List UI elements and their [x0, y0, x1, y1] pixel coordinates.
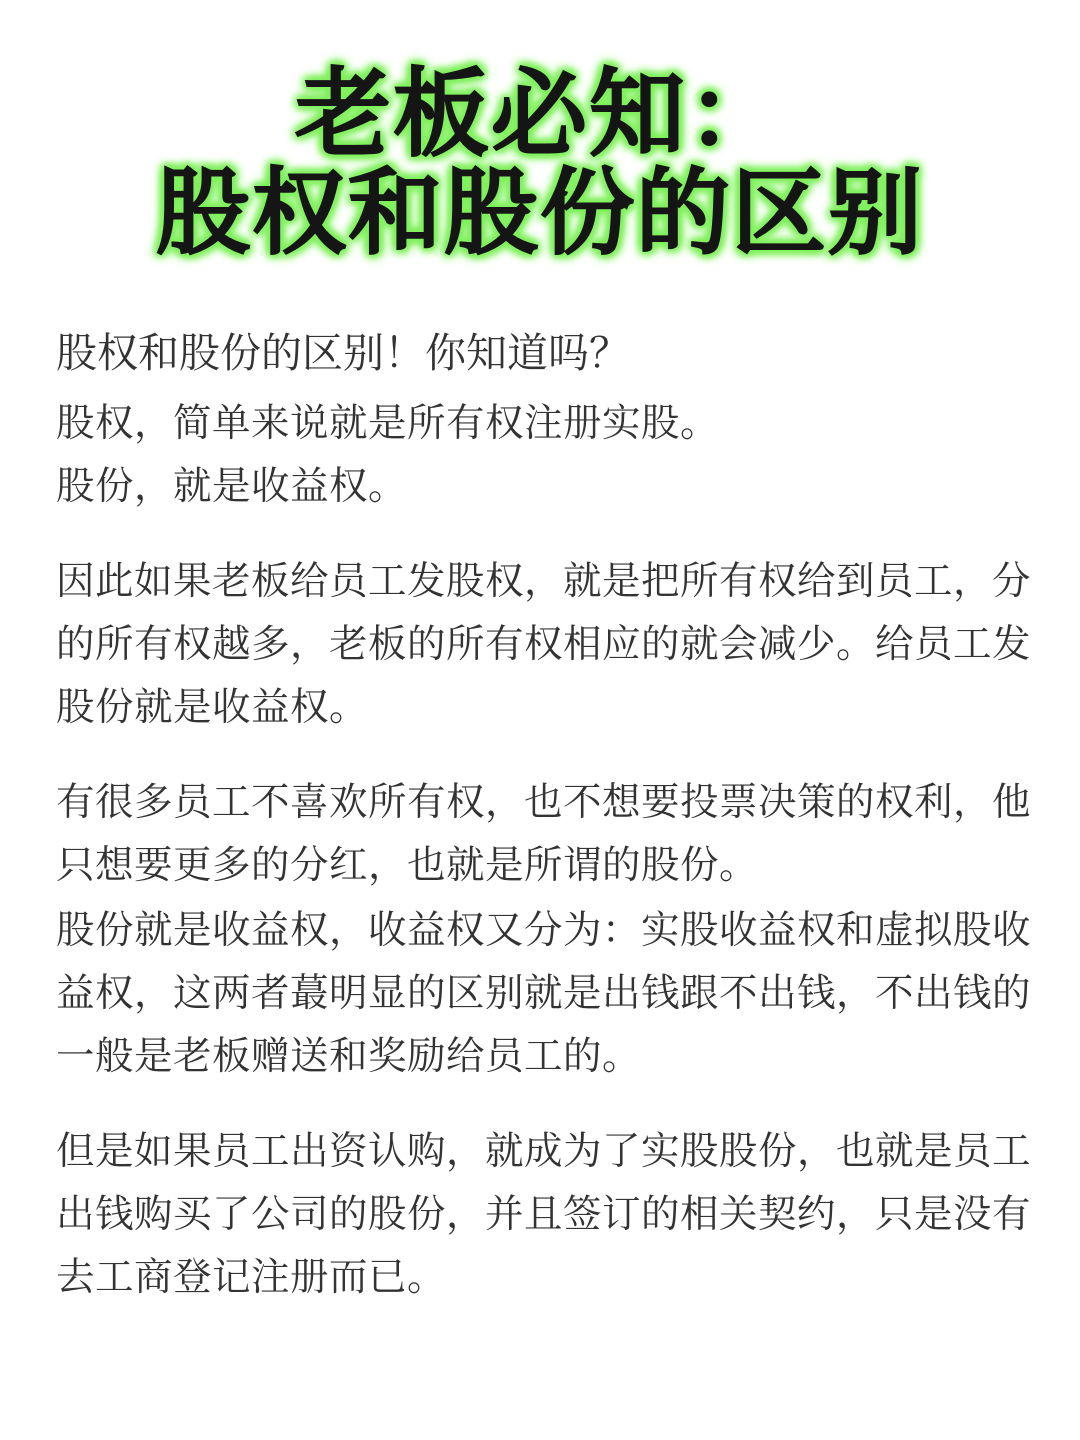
paragraph-employee-purchase: 但是如果员工出资认购，就成为了实股股份，也就是员工出钱购买了公司的股份，并且签订的相关契约，只是没有去工商登记注册而已。	[56, 1129, 1032, 1300]
spacer	[56, 1088, 1031, 1120]
title-block	[0, 58, 1080, 268]
paragraph-boss-giving: 因此如果老板给员工发股权，就是把所有权给到员工，分的所有权越多，老板的所有权相应的就会减少。给员工发股份就是收益权。	[56, 559, 1032, 730]
page-title-line-2: 股权和股份的区别	[155, 159, 924, 268]
spacer	[56, 739, 1031, 771]
spacer	[56, 518, 1031, 550]
paragraph-equity-definition: 股权，简单来说就是所有权注册实股。	[56, 401, 720, 446]
subtitle: 股权和股份的区别！你知道吗？	[56, 329, 630, 377]
paragraph-share-definition: 股份，就是收益权。	[56, 464, 408, 509]
page-title-line-1: 老板必知：	[295, 58, 785, 170]
paragraph-employee-preference: 有很多员工不喜欢所有权，也不想要投票决策的权利，他只想要更多的分红，也就是所谓的股份。	[56, 780, 1032, 888]
paragraph-income-rights: 股份就是收益权，收益权又分为：实股收益权和虚拟股收益权，这两者蕞明显的区别就是出钱跟不出钱，不出钱的一般是老板赠送和奖励给员工的。	[56, 908, 1032, 1079]
article-body	[56, 322, 1031, 1309]
